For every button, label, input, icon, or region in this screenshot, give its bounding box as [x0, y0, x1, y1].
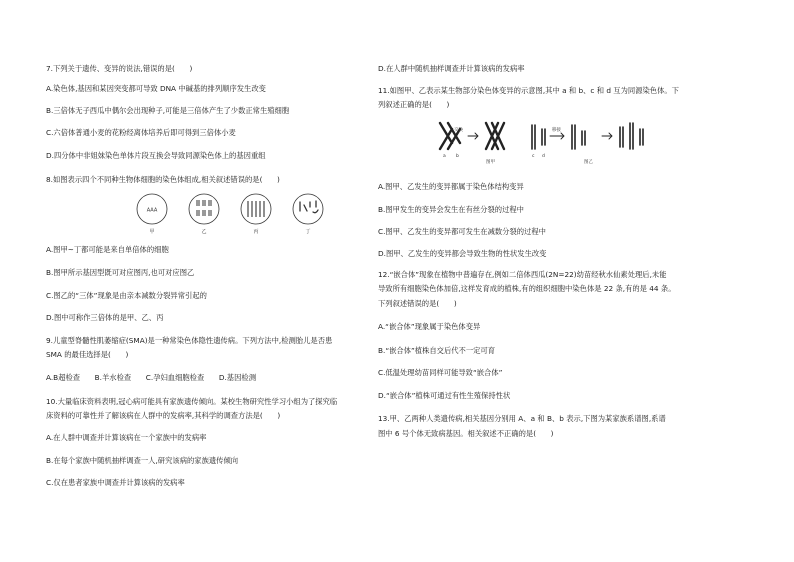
fig-jia-exchange-label: 交换 [454, 128, 463, 133]
q10-stem-line1: 10.大量临床资料表明,冠心病可能具有家族遗传倾向。某校生物研究性学习小组为了探究临 [46, 397, 338, 406]
q8-stem: 8.如图表示四个不同种生物体细胞的染色体组成,相关叙述错误的是( ) [46, 175, 280, 184]
cell-bing [241, 194, 271, 235]
fig-label-c: c [532, 154, 535, 159]
fig-label-a: a [443, 154, 446, 159]
cell-yi-label: 乙 [201, 229, 207, 235]
q11-option-a: A.图甲、乙发生的变异都属于染色体结构变异 [378, 182, 524, 191]
q12-option-b: B.“嵌合体”植株自交后代不一定可育 [378, 346, 496, 355]
q13-stem-line1: 13.甲、乙两种人类遗传病,相关基因分别用 A、a 和 B、b 表示,下图为某家族系谱图,系谱 [378, 414, 666, 423]
q11-option-b: B.图甲发生的变异会发生在有丝分裂的过程中 [378, 205, 524, 214]
q10-option-b: B.在每个家族中随机抽样调查一人,研究该病的家族遗传倾向 [46, 456, 239, 465]
cell-ding [293, 194, 323, 235]
q11-stem-line2: 列叙述正确的是( ) [378, 100, 450, 109]
fig-jia [440, 123, 504, 165]
cell-jia-content: AAA [146, 207, 158, 214]
q7-stem: 7.下列关于遗传、变异的说法,错误的是( ) [46, 64, 193, 73]
q12-option-d: D.“嵌合体”植株可通过有性生殖保持性状 [378, 391, 511, 400]
cell-bing-label: 丙 [253, 229, 259, 235]
q8-option-c: C.图乙的“三体”现象是由亲本减数分裂异常引起的 [46, 291, 207, 300]
fig-label-b: b [456, 154, 459, 159]
fig-yi-caption: 图乙 [584, 160, 593, 165]
q7-option-a: A.染色体,基因和某因突变都可导致 DNA 中碱基的排列顺序发生改变 [46, 84, 266, 93]
q8-option-a: A.图甲~丁都可能是来自单倍体的细胞 [46, 245, 169, 254]
fig-yi [532, 123, 643, 165]
q9-stem-line1: 9.儿童型脊髓性肌萎缩症(SMA)是一种常染色体隐性遗传病。下列方法中,检测胎儿是否患 [46, 336, 333, 345]
q11-stem-line1: 11.如图甲、乙表示某生物部分染色体变异的示意图,其中 a 和 b、c 和 d 互为同源染色体。下 [378, 86, 679, 95]
cell-yi [189, 194, 219, 235]
q10-stem-line2: 床资料的可靠性并了解该病在人群中的发病率,其科学的调查方法是( ) [46, 411, 281, 420]
q13-stem-line2: 图中 6 号个体无致病基因。相关叙述不正确的是( ) [378, 429, 554, 438]
cell-ding-label: 丁 [305, 229, 311, 235]
q8-option-d: D.图中可称作三倍体的是甲、乙、丙 [46, 313, 164, 322]
q10-option-d: D.在人群中随机抽样调查并计算该病的发病率 [378, 64, 525, 73]
fig-jia-caption: 图甲 [486, 160, 495, 165]
q8-cells-figure [132, 192, 332, 236]
q11-option-c: C.图甲、乙发生的变异都可发生在减数分裂的过程中 [378, 227, 546, 236]
q12-stem-line1: 12.“嵌合体”现象在植物中普遍存在,例如二倍体西瓜(2N=22)幼苗经秋水仙素处理后,未能 [378, 270, 667, 279]
q11-chromosome-figure [434, 119, 656, 165]
cell-jia [137, 194, 167, 235]
q12-option-c: C.低温处理幼苗同样可能导致“嵌合体” [378, 368, 503, 377]
q10-option-a: A.在人群中调查并计算该病在一个家族中的发病率 [46, 433, 207, 442]
q7-option-d: D.四分体中非姐妹染色单体片段互换会导致同源染色体上的基因重组 [46, 151, 266, 160]
q12-stem-line3: 下列叙述错误的是( ) [378, 299, 457, 308]
q11-option-d: D.图甲、乙发生的变异都会导致生物的性状发生改变 [378, 249, 547, 258]
q8-option-b: B.图甲所示基因型既可对应图丙,也可对应图乙 [46, 268, 195, 277]
q10-option-c: C.仅在患者家族中调查并计算该病的发病率 [46, 478, 185, 487]
cell-jia-label: 甲 [149, 229, 155, 235]
q12-stem-line2: 导致所有细胞染色体加倍,这样发育成的植株,有的组织细胞中染色体是 22 条,有的是 44 条。 [378, 284, 676, 293]
q7-option-b: B.三倍体无子西瓜中偶尔会出现种子,可能是三倍体产生了少数正常生殖细胞 [46, 106, 290, 115]
q9-options: A.B超检查 B.羊水检查 C.孕妇血细胞检查 D.基因检测 [46, 373, 256, 382]
q12-option-a: A.“嵌合体”现象属于染色体变异 [378, 322, 481, 331]
q9-stem-line2: SMA 的最佳选择是( ) [46, 350, 129, 359]
q7-option-c: C.六倍体普通小麦的花粉经离体培养后即可得到三倍体小麦 [46, 128, 236, 137]
fig-label-d: d [542, 154, 545, 159]
fig-yi-move-label: 移接 [552, 128, 561, 133]
